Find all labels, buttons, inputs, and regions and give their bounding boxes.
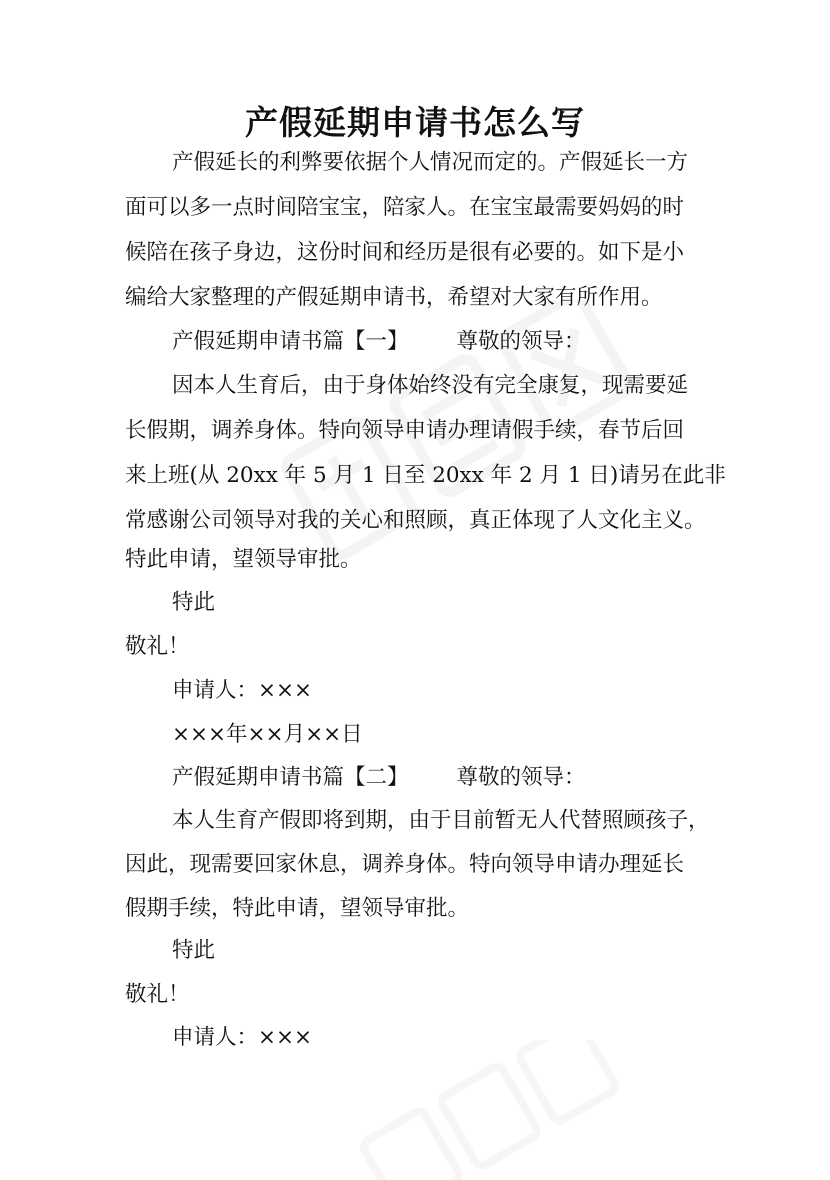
letter1-closing: 特此 xyxy=(172,590,216,615)
letter2-salutation: 尊敬的领导： xyxy=(456,765,586,790)
letter2-heading: 产假延期申请书篇【二】 xyxy=(172,765,409,790)
letter1-salutation: 尊敬的领导： xyxy=(456,329,586,354)
document-title: 产假延期申请书怎么写 xyxy=(245,103,585,142)
letter2-body-line-1: 本人生育产假即将到期，由于目前暂无人代替照顾孩子， xyxy=(172,808,710,833)
intro-line-3: 候陪在孩子身边，这份时间和经历是很有必要的。如下是小 xyxy=(125,240,685,265)
letter2-body-line-2: 因此，现需要回家休息，调养身体。特向领导申请办理延长 xyxy=(125,852,685,877)
letter1-regards: 敬礼！ xyxy=(125,634,190,659)
letter1-applicant: 申请人：××× xyxy=(172,678,313,703)
intro-line-4: 编给大家整理的产假延期申请书，希望对大家有所作用。 xyxy=(125,285,663,310)
letter2-regards: 敬礼！ xyxy=(125,982,190,1007)
intro-line-2: 面可以多一点时间陪宝宝，陪家人。在宝宝最需要妈妈的时 xyxy=(125,195,685,220)
letter1-body-line-4: 常感谢公司领导对我的关心和照顾，真正体现了人文化主义。 xyxy=(125,508,706,533)
intro-line-1: 产假延长的利弊要依据个人情况而定的。产假延长一方 xyxy=(172,150,689,175)
letter2-heading-row xyxy=(172,763,586,793)
letter1-date: ×××年××月××日 xyxy=(172,722,363,747)
letter1-heading-row xyxy=(172,327,586,357)
letter1-body-line-1: 因本人生育后，由于身体始终没有完全康复，现需要延 xyxy=(172,373,689,398)
letter1-body-line-5: 特此申请，望领导审批。 xyxy=(125,547,362,572)
letter1-body-line-2: 长假期，调养身体。特向领导申请办理请假手续，春节后回 xyxy=(125,418,685,443)
letter2-applicant: 申请人：××× xyxy=(172,1025,313,1050)
letter1-body-line-3: 来上班(从 20xx 年 5 月 1 日至 20xx 年 2 月 1 日)请另在此非 xyxy=(125,463,726,488)
letter2-closing: 特此 xyxy=(172,938,216,963)
letter2-body-line-3: 假期手续，特此申请，望领导审批。 xyxy=(125,896,470,921)
letter1-heading: 产假延期申请书篇【一】 xyxy=(172,329,409,354)
